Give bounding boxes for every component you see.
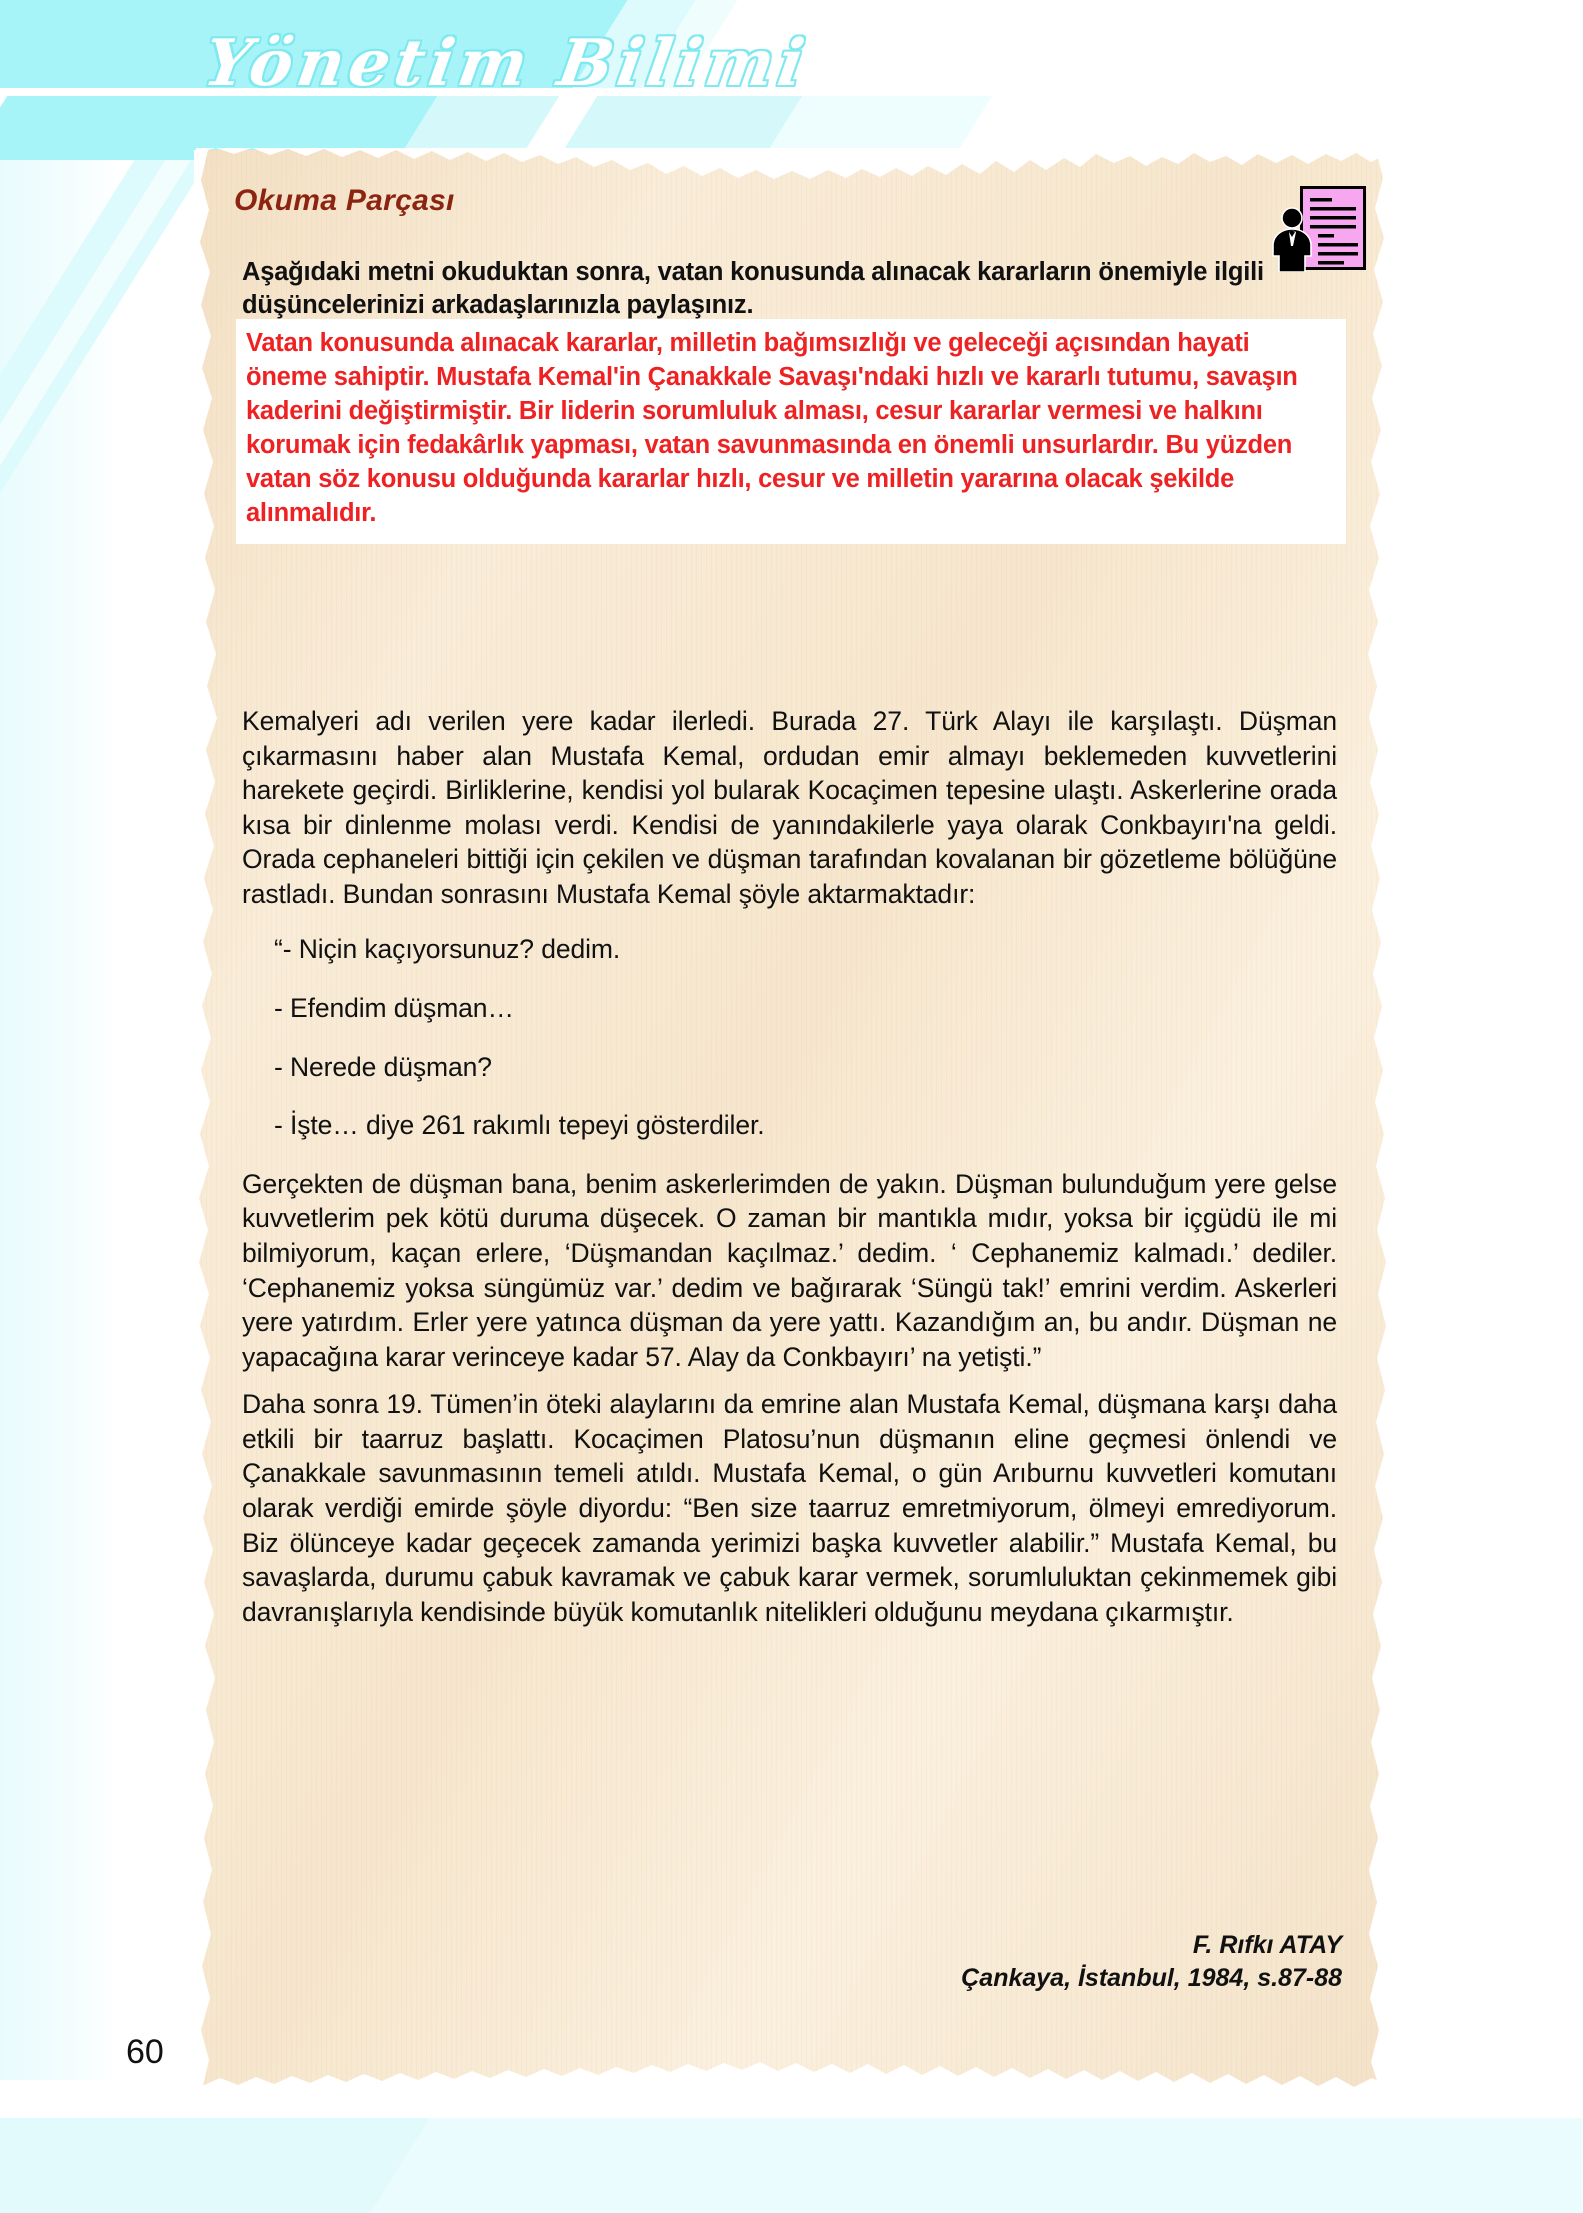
passage-paragraph: Gerçekten de düşman bana, benim askerlerimden de yakın. Düşman bulunduğum yere gelse kuvvetlerim pek kötü duruma düşecek. O zaman bir mantıkla mıdır, yoksa bir içgüdü ile mi bilmiyorum, kaçan erlere, ‘Düşmandan kaçılmaz.’ dedim. ‘ Cephanemiz kalmadı.’ dediler. ‘Cephanemiz yoksa süngümüz var.’ dedim ve bağırarak ‘Süngü tak!’ emrini verdim. Askerleri yere yatırdım. Erler yere yatınca düşman da yere yattı. Kazandığım an, bu andır. Düşman ne yapacağına karar verinceye kadar 57. Alay da Conkbayırı’ na yetişti.” <box>242 1168 1337 1372</box>
source-attribution <box>961 1929 1342 1994</box>
page-content <box>222 174 1362 2064</box>
page-number: 60 <box>126 2033 164 2071</box>
paper-torn-left-edge <box>194 150 220 2090</box>
passage-paragraph: Daha sonra 19. Tümen’in öteki alaylarını da emrine alan Mustafa Kemal, düşmana karşı daha etkili bir taarruz başlattı. Kocaçimen Platosu’nun düşmanın eline geçmesi önlendi ve Çanakkale savunmasının temeli atıldı. Mustafa Kemal, o gün Arıburnu kuvvetleri komutanı olarak verdiği emirde şöyle diyordu: “Ben size taarruz emretmiyorum, ölmeyi emrediyorum. Biz ölünceye kadar geçecek zamanda yerimizi başka kuvvetler alabilir.” Mustafa Kemal, bu savaşlarda, durumu çabuk kavramak ve çabuk karar vermek, sorumluluktan çekinmemek gibi davranışlarıyla kendisinde büyük komutanlık nitelikleri olduğunu meydana çıkarmıştır. <box>242 1389 1337 1627</box>
passage-dialogue-line: - Efendim düşman… <box>274 993 514 1024</box>
attribution-source: Çankaya, İstanbul, 1984, s.87-88 <box>961 1963 1342 1992</box>
page-footer-band <box>0 2118 1583 2213</box>
paper-torn-right-edge <box>1364 150 1390 2090</box>
passage-dialogue-line: - İşte… diye 261 rakımlı tepeyi gösterdiler. <box>274 1110 765 1141</box>
page-header-banner <box>0 0 1583 160</box>
parchment-sheet <box>196 150 1388 2090</box>
footer-stripe <box>0 2118 430 2213</box>
passage-paragraph: Kemalyeri adı verilen yere kadar ilerledi. Burada 27. Türk Alayı ile karşılaştı. Düşman çıkarmasını haber alan Mustafa Kemal, ordudan emir almayı beklemeden kuvvetlerini harekete geçirdi. Birliklerine, kendisi yol bularak Kocaçimen tepesine ulaştı. Askerlerine orada kısa bir dinlenme molası verdi. Kendisi de yanındakilerle yaya olarak Conkbayırı'na geldi. Orada cephaneleri bittiği için çekilen ve düşman tarafından kovalanan bir gözetleme bölüğüne rastladı. Bundan sonrasını Mustafa Kemal şöyle aktarmaktadır: <box>242 706 1337 909</box>
passage-dialogue-line: “- Niçin kaçıyorsunuz? dedim. <box>274 934 621 965</box>
passage-dialogue-line: - Nerede düşman? <box>274 1051 492 1082</box>
reading-passage <box>242 704 1337 1642</box>
book-subject-title: Yönetim Bilimi <box>199 26 814 101</box>
attribution-author: F. Rıfkı ATAY <box>1192 1931 1342 1959</box>
intro-prompt-text: Aşağıdaki metni okuduktan sonra, vatan konusunda alınacak kararların önemiyle ilgili düşüncelerinizi arkadaşlarınızla paylaşınız. <box>242 258 1264 319</box>
student-answer-block <box>236 319 1346 544</box>
section-heading: Okuma Parçası <box>234 184 455 217</box>
student-answer-text: Vatan konusunda alınacak kararlar, milletin bağımsızlığı ve geleceği açısından hayati öneme sahiptir. Mustafa Kemal'in Çanakkale Savaşı'ndaki hızlı ve kararlı tutumu, savaşın kaderini değiştirmiştir. Bir liderin sorumluluk alması, cesur kararlar vermesi ve halkını korumak için fedakârlık yapması, vatan savunmasında en önemli unsurlardır. Bu yüzden vatan söz konusu olduğunda kararlar hızlı, cesur ve milletin yararına olacak şekilde alınmalıdır. <box>246 329 1298 527</box>
